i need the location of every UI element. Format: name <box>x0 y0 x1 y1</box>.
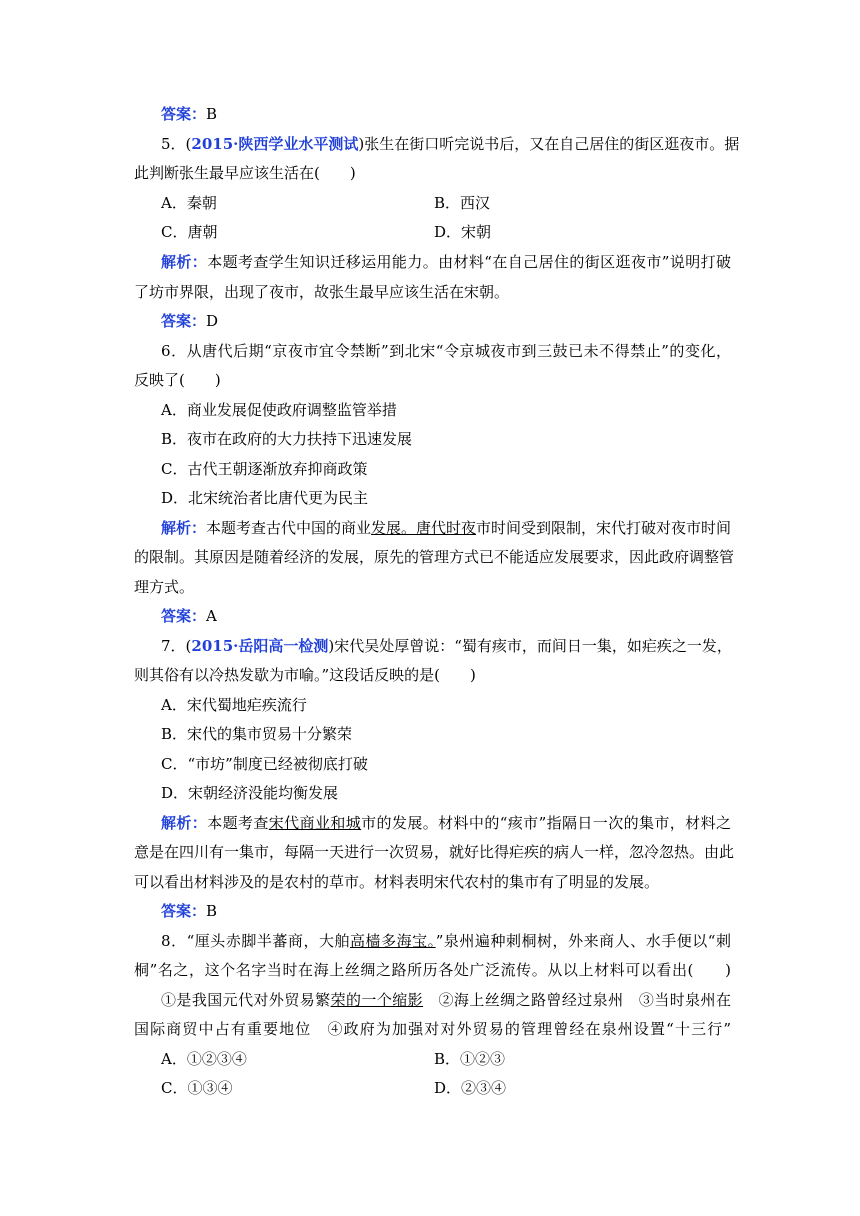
statement-underlined-text: 荣的一个缩影 <box>330 991 424 1009</box>
analysis-underlined-text: 发展。唐代时夜 <box>371 519 477 537</box>
question-stem-text: )张生在街口听完说书后，又在自己居住的街区逛夜市。据 <box>358 135 740 153</box>
question-8-option-d: D．②③④ <box>434 1079 507 1097</box>
answer-label: 答案： <box>161 607 207 625</box>
question-5-stem-line-1 <box>161 134 740 154</box>
question-8-stem-line-1 <box>161 931 731 951</box>
question-7-option-d: D．宋朝经济没能均衡发展 <box>161 784 339 802</box>
answer-label: 答案： <box>161 902 207 920</box>
question-7-analysis-line-1 <box>161 813 731 833</box>
analysis-label: 解析： <box>161 814 208 832</box>
answer-label: 答案： <box>161 105 207 123</box>
analysis-underlined-text: 宋代商业和城 <box>268 814 362 832</box>
question-6-option-a: A．商业发展促使政府调整监管举措 <box>161 401 397 419</box>
answer-line <box>161 606 731 626</box>
question-7-option-c: C．“市坊”制度已经被彻底打破 <box>161 755 368 773</box>
question-7-stem-line-1 <box>161 636 731 656</box>
analysis-text: 市时间受到限制，宋代打破对夜市时间 <box>476 519 732 537</box>
question-5-analysis-line-1 <box>161 252 731 272</box>
answer-line <box>161 901 731 921</box>
question-8-option-c: C．①③④ <box>161 1079 233 1097</box>
answer-line <box>161 104 731 124</box>
question-8-option-b: B．①②③ <box>434 1050 506 1068</box>
question-6-analysis-line-1 <box>161 518 731 538</box>
question-7-stem-line-2: 则其俗有以冷热发歇为市喻。”这段话反映的是( ) <box>134 666 476 684</box>
question-source: 2015·陕西学业水平测试 <box>191 135 359 153</box>
answer-value: A <box>206 607 217 625</box>
question-5-option-d: D．宋朝 <box>434 223 492 241</box>
question-underlined-text: 高樯多海宝。 <box>350 932 436 950</box>
question-6-option-b: B．夜市在政府的大力扶持下迅速发展 <box>161 430 413 448</box>
question-6-stem-line-2: 反映了( ) <box>134 371 221 389</box>
question-8-option-a: A．①②③④ <box>161 1050 247 1068</box>
question-5-option-c: C．唐朝 <box>161 223 218 241</box>
analysis-label: 解析： <box>161 519 207 537</box>
question-7-option-a: A．宋代蜀地疟疾流行 <box>161 696 307 714</box>
analysis-text: 本题考查古代中国的商业 <box>206 519 372 537</box>
answer-value: D <box>206 312 219 330</box>
answer-label: 答案： <box>161 312 207 330</box>
question-6-stem-line-1: 6．从唐代后期“京夜市宜令禁断”到北宋“令京城夜市到三鼓已未不得禁止”的变化， <box>161 342 731 360</box>
question-stem-text: 8．“厘头赤脚半蕃商，大舶 <box>161 932 351 950</box>
question-7-analysis-line-2: 意是在四川有一集市，每隔一天进行一次贸易，就好比得疟疾的病人一样，忽冷忽热。由此 <box>134 843 735 861</box>
question-stem-text: )宋代吴处厚曾说：“蜀有痎市，而间日一集，如疟疾之一发， <box>328 637 732 655</box>
question-7-option-b: B．宋代的集市贸易十分繁荣 <box>161 725 353 743</box>
question-6-analysis-line-3: 理方式。 <box>134 578 195 596</box>
question-8-items-line-2: 国际商贸中占有重要地位 ④政府为加强对对外贸易的管理曾经在泉州设置“十三行” <box>134 1020 731 1038</box>
question-6-analysis-line-2: 的限制。其原因是随着经济的发展，原先的管理方式已不能适应发展要求，因此政府调整管 <box>134 548 735 566</box>
question-6-option-d: D．北宋统治者比唐代更为民主 <box>161 489 369 507</box>
question-number: 7．( <box>161 637 192 655</box>
question-5-analysis-line-2: 了坊市界限，出现了夜市，故张生最早应该生活在宋朝。 <box>134 283 510 301</box>
analysis-text: 本题考查 <box>207 814 269 832</box>
question-number: 5．( <box>161 135 192 153</box>
question-8-items-line-1 <box>161 990 731 1010</box>
question-8-stem-line-2: 桐”名之，这个名字当时在海上丝绸之路所历各处广泛流传。从以上材料可以看出( ) <box>134 961 731 979</box>
statement-text: ①是我国元代对外贸易繁 <box>161 991 331 1009</box>
question-7-analysis-line-3: 可以看出材料涉及的是农村的草市。材料表明宋代农村的集市有了明显的发展。 <box>134 873 660 891</box>
question-5-option-b: B．西汉 <box>434 194 491 212</box>
question-5-option-a: A．秦朝 <box>161 194 217 212</box>
analysis-text: 本题考查学生知识迁移运用能力。由材料“在自己居住的街区逛夜市”说明打破 <box>207 253 731 271</box>
answer-value: B <box>206 902 218 920</box>
statement-text: ②海上丝绸之路曾经过泉州 ③当时泉州在 <box>423 991 731 1009</box>
answer-line <box>161 311 731 331</box>
analysis-text: 市的发展。材料中的“痎市”指隔日一次的集市，材料之 <box>361 814 731 832</box>
question-stem-text: ”泉州遍种刺桐树，外来商人、水手便以“刺 <box>435 932 731 950</box>
question-source: 2015·岳阳高一检测 <box>191 637 329 655</box>
question-6-option-c: C．古代王朝逐渐放弃抑商政策 <box>161 460 368 478</box>
answer-value: B <box>206 105 218 123</box>
analysis-label: 解析： <box>161 253 208 271</box>
question-5-stem-line-2: 此判断张生最早应该生活在( ) <box>134 164 356 182</box>
